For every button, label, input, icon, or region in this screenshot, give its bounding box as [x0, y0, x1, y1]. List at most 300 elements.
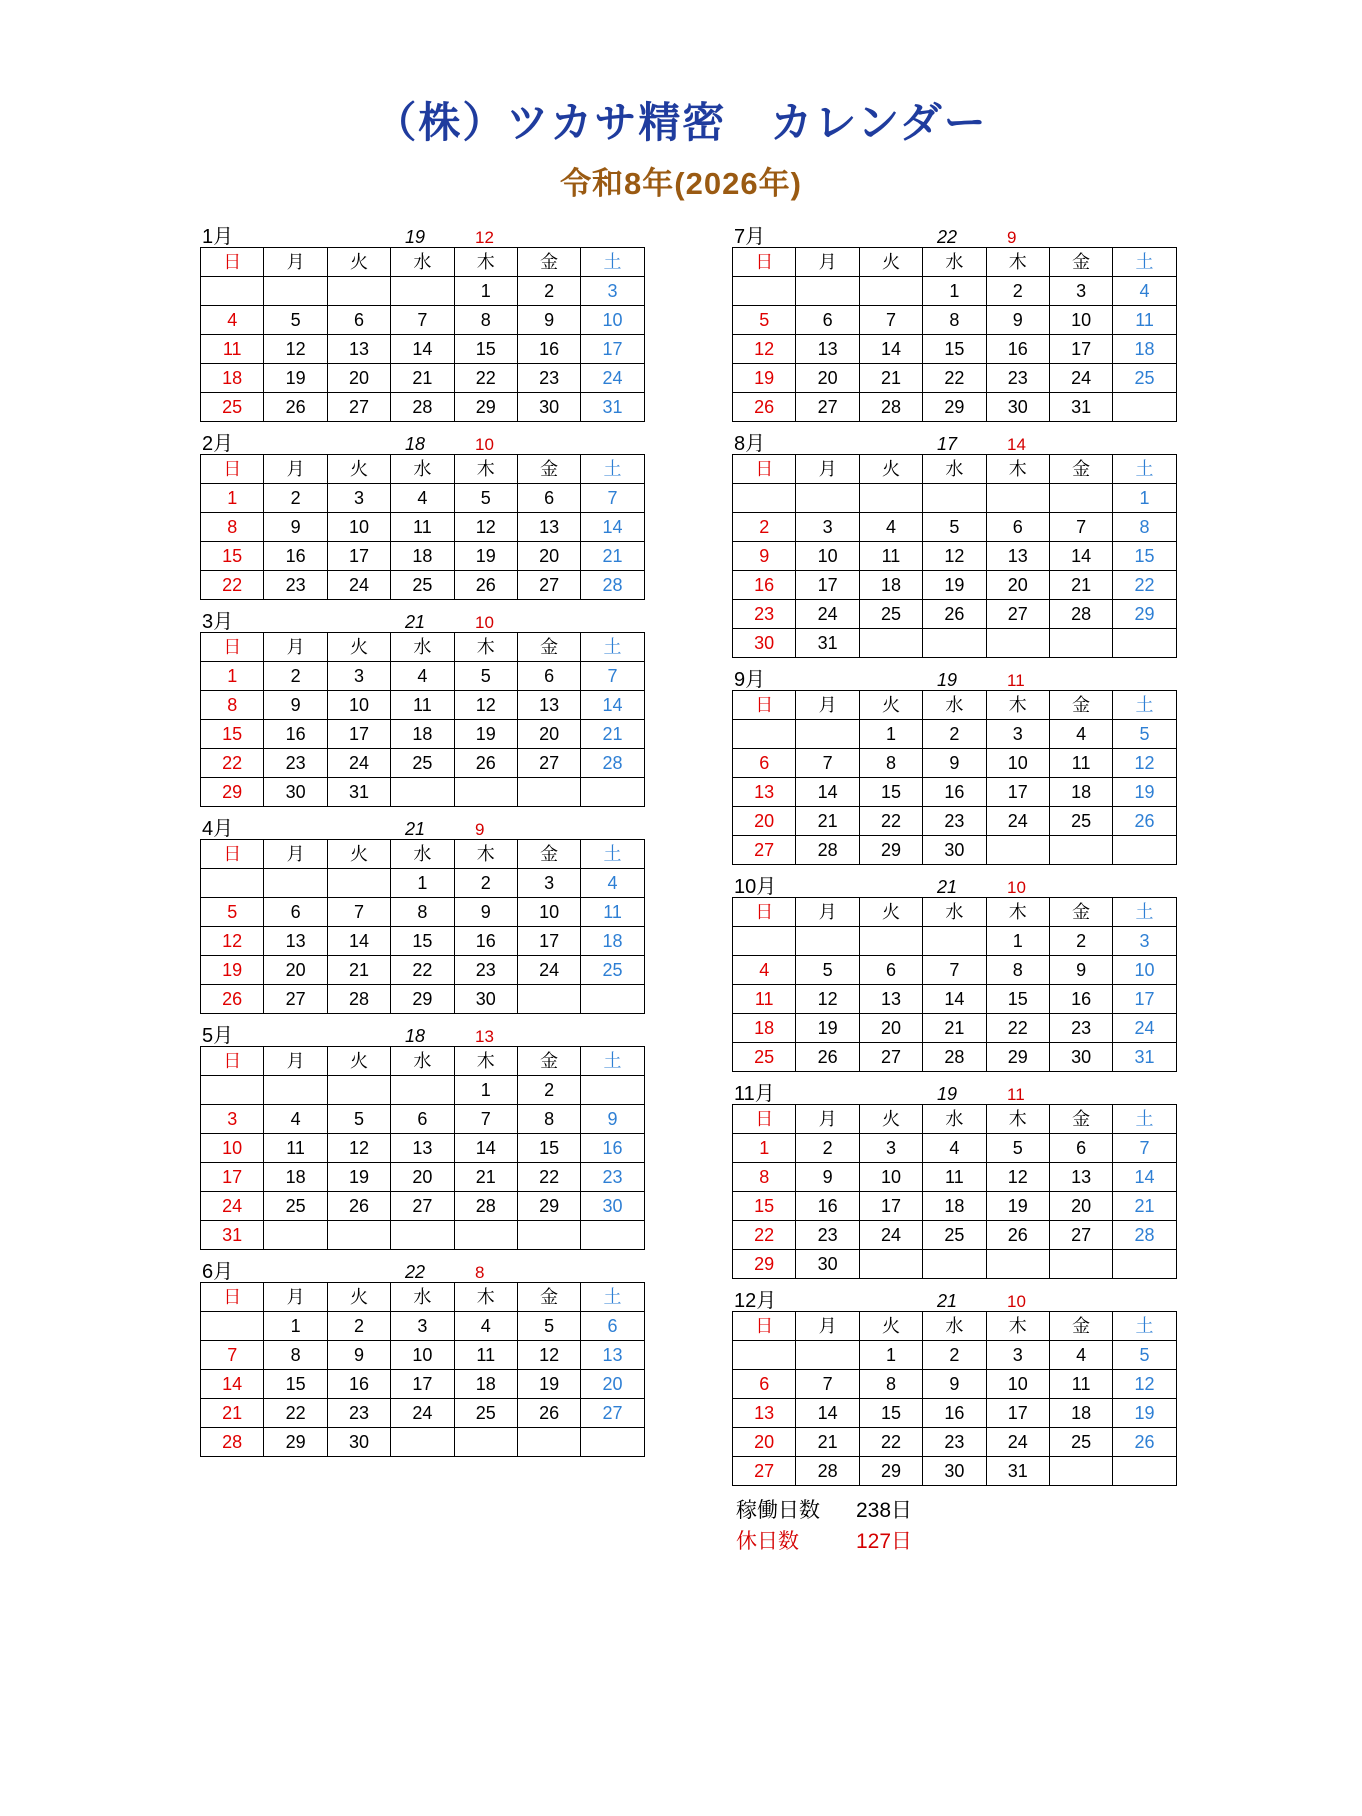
holiday-day-cell[interactable]: 3	[201, 1105, 264, 1134]
day-cell[interactable]: 1	[264, 1312, 327, 1341]
day-cell[interactable]: 27	[1049, 1221, 1112, 1250]
holiday-day-cell[interactable]: 26	[201, 985, 264, 1014]
holiday-day-cell[interactable]: 5	[201, 898, 264, 927]
holiday-day-cell[interactable]: 30	[923, 1457, 986, 1486]
day-cell[interactable]: 14	[796, 1399, 859, 1428]
day-cell[interactable]: 15	[517, 1134, 580, 1163]
day-cell[interactable]: 1	[923, 277, 986, 306]
holiday-day-cell[interactable]: 14	[201, 1370, 264, 1399]
day-cell[interactable]: 29	[859, 836, 922, 865]
day-cell[interactable]: 2	[923, 720, 986, 749]
day-cell[interactable]: 10	[796, 542, 859, 571]
day-cell[interactable]: 25	[859, 600, 922, 629]
holiday-day-cell[interactable]: 19	[733, 364, 796, 393]
day-cell[interactable]: 18	[454, 1370, 517, 1399]
day-cell[interactable]: 19	[327, 1163, 390, 1192]
day-cell[interactable]: 4	[1049, 720, 1112, 749]
holiday-day-cell[interactable]: 7	[201, 1341, 264, 1370]
day-cell[interactable]: 28	[796, 836, 859, 865]
day-cell[interactable]: 3	[391, 1312, 454, 1341]
holiday-day-cell[interactable]: 18	[1113, 335, 1176, 364]
day-cell[interactable]: 30	[264, 778, 327, 807]
holiday-day-cell[interactable]: 21	[201, 1399, 264, 1428]
day-cell[interactable]: 24	[391, 1399, 454, 1428]
day-cell[interactable]: 9	[327, 1341, 390, 1370]
day-cell[interactable]: 27	[859, 1043, 922, 1072]
holiday-day-cell[interactable]: 24	[1113, 1014, 1176, 1043]
day-cell[interactable]: 22	[391, 956, 454, 985]
day-cell[interactable]: 18	[391, 542, 454, 571]
holiday-day-cell[interactable]: 13	[733, 1399, 796, 1428]
day-cell[interactable]: 7	[391, 306, 454, 335]
day-cell[interactable]: 18	[923, 1192, 986, 1221]
holiday-day-cell[interactable]: 8	[1113, 513, 1176, 542]
holiday-day-cell[interactable]: 3	[859, 1134, 922, 1163]
holiday-day-cell[interactable]: 31	[201, 1221, 264, 1250]
day-cell[interactable]: 12	[517, 1341, 580, 1370]
day-cell[interactable]: 13	[264, 927, 327, 956]
holiday-day-cell[interactable]: 22	[859, 807, 922, 836]
day-cell[interactable]: 30	[986, 393, 1049, 422]
holiday-day-cell[interactable]: 3	[581, 277, 644, 306]
day-cell[interactable]: 16	[264, 720, 327, 749]
holiday-day-cell[interactable]: 24	[201, 1192, 264, 1221]
holiday-day-cell[interactable]: 12	[264, 335, 327, 364]
day-cell[interactable]: 17	[327, 542, 390, 571]
day-cell[interactable]: 15	[454, 335, 517, 364]
day-cell[interactable]: 28	[923, 1043, 986, 1072]
day-cell[interactable]: 1	[859, 1341, 922, 1370]
holiday-day-cell[interactable]: 8	[201, 513, 264, 542]
day-cell[interactable]: 11	[1049, 1370, 1112, 1399]
day-cell[interactable]: 21	[859, 364, 922, 393]
day-cell[interactable]: 4	[391, 662, 454, 691]
holiday-day-cell[interactable]: 7	[1113, 1134, 1176, 1163]
holiday-day-cell[interactable]: 18	[733, 1014, 796, 1043]
day-cell[interactable]: 6	[1049, 1134, 1112, 1163]
day-cell[interactable]: 7	[327, 898, 390, 927]
day-cell[interactable]: 9	[454, 898, 517, 927]
day-cell[interactable]: 25	[264, 1192, 327, 1221]
holiday-day-cell[interactable]: 20	[733, 807, 796, 836]
day-cell[interactable]: 13	[1049, 1163, 1112, 1192]
holiday-day-cell[interactable]: 6	[733, 1370, 796, 1399]
day-cell[interactable]: 27	[986, 600, 1049, 629]
holiday-day-cell[interactable]: 11	[859, 542, 922, 571]
holiday-day-cell[interactable]: 11	[1113, 306, 1176, 335]
day-cell[interactable]: 17	[986, 778, 1049, 807]
day-cell[interactable]: 9	[1049, 956, 1112, 985]
holiday-day-cell[interactable]: 15	[733, 1192, 796, 1221]
day-cell[interactable]: 2	[986, 277, 1049, 306]
holiday-day-cell[interactable]: 8	[733, 1163, 796, 1192]
day-cell[interactable]: 24	[986, 1428, 1049, 1457]
day-cell[interactable]: 14	[391, 335, 454, 364]
day-cell[interactable]: 24	[986, 807, 1049, 836]
day-cell[interactable]: 13	[859, 985, 922, 1014]
holiday-day-cell[interactable]: 11	[201, 335, 264, 364]
holiday-day-cell[interactable]: 10	[581, 306, 644, 335]
holiday-day-cell[interactable]: 28	[581, 571, 644, 600]
day-cell[interactable]: 4	[923, 1134, 986, 1163]
day-cell[interactable]: 17	[859, 1192, 922, 1221]
day-cell[interactable]: 5	[796, 956, 859, 985]
day-cell[interactable]: 25	[391, 749, 454, 778]
day-cell[interactable]: 26	[517, 1399, 580, 1428]
holiday-day-cell[interactable]: 4	[733, 956, 796, 985]
day-cell[interactable]: 19	[986, 1192, 1049, 1221]
day-cell[interactable]: 27	[517, 571, 580, 600]
day-cell[interactable]: 10	[1049, 306, 1112, 335]
day-cell[interactable]: 21	[391, 364, 454, 393]
holiday-day-cell[interactable]: 17	[581, 335, 644, 364]
day-cell[interactable]: 28	[796, 1457, 859, 1486]
day-cell[interactable]: 17	[1049, 335, 1112, 364]
day-cell[interactable]: 9	[517, 306, 580, 335]
day-cell[interactable]: 3	[327, 484, 390, 513]
holiday-day-cell[interactable]: 18	[581, 927, 644, 956]
holiday-day-cell[interactable]: 29	[391, 985, 454, 1014]
day-cell[interactable]: 17	[327, 720, 390, 749]
holiday-day-cell[interactable]: 12	[1113, 749, 1176, 778]
day-cell[interactable]: 28	[1049, 600, 1112, 629]
holiday-day-cell[interactable]: 10	[201, 1134, 264, 1163]
day-cell[interactable]: 18	[1049, 778, 1112, 807]
holiday-day-cell[interactable]: 26	[1113, 807, 1176, 836]
holiday-day-cell[interactable]: 2	[733, 513, 796, 542]
holiday-day-cell[interactable]: 22	[201, 749, 264, 778]
day-cell[interactable]: 13	[391, 1134, 454, 1163]
day-cell[interactable]: 27	[517, 749, 580, 778]
holiday-day-cell[interactable]: 3	[1113, 927, 1176, 956]
day-cell[interactable]: 24	[1049, 364, 1112, 393]
holiday-day-cell[interactable]: 20	[517, 720, 580, 749]
holiday-day-cell[interactable]: 7	[581, 484, 644, 513]
holiday-day-cell[interactable]: 23	[796, 1221, 859, 1250]
day-cell[interactable]: 27	[796, 393, 859, 422]
day-cell[interactable]: 19	[454, 720, 517, 749]
holiday-day-cell[interactable]: 14	[1113, 1163, 1176, 1192]
day-cell[interactable]: 18	[859, 571, 922, 600]
day-cell[interactable]: 7	[796, 749, 859, 778]
holiday-day-cell[interactable]: 2	[517, 1076, 580, 1105]
holiday-day-cell[interactable]: 20	[733, 1428, 796, 1457]
day-cell[interactable]: 21	[327, 956, 390, 985]
day-cell[interactable]: 21	[1049, 571, 1112, 600]
day-cell[interactable]: 13	[517, 513, 580, 542]
day-cell[interactable]: 14	[327, 927, 390, 956]
day-cell[interactable]: 23	[923, 1428, 986, 1457]
day-cell[interactable]: 17	[796, 571, 859, 600]
holiday-day-cell[interactable]: 28	[1113, 1221, 1176, 1250]
holiday-day-cell[interactable]: 19	[1113, 1399, 1176, 1428]
holiday-day-cell[interactable]: 20	[581, 1370, 644, 1399]
holiday-day-cell[interactable]: 17	[201, 1163, 264, 1192]
day-cell[interactable]: 2	[454, 869, 517, 898]
holiday-day-cell[interactable]: 30	[733, 629, 796, 658]
holiday-day-cell[interactable]: 27	[733, 836, 796, 865]
day-cell[interactable]: 8	[264, 1341, 327, 1370]
day-cell[interactable]: 22	[923, 364, 986, 393]
day-cell[interactable]: 3	[796, 513, 859, 542]
holiday-day-cell[interactable]: 18	[201, 364, 264, 393]
day-cell[interactable]: 30	[517, 393, 580, 422]
day-cell[interactable]: 29	[859, 1457, 922, 1486]
holiday-day-cell[interactable]: 6	[391, 1105, 454, 1134]
day-cell[interactable]: 5	[986, 1134, 1049, 1163]
day-cell[interactable]: 9	[923, 749, 986, 778]
day-cell[interactable]: 21	[923, 1014, 986, 1043]
day-cell[interactable]: 6	[517, 662, 580, 691]
holiday-day-cell[interactable]: 6	[733, 749, 796, 778]
holiday-day-cell[interactable]: 31	[581, 393, 644, 422]
holiday-day-cell[interactable]: 8	[201, 691, 264, 720]
holiday-day-cell[interactable]: 25	[1113, 364, 1176, 393]
holiday-day-cell[interactable]: 5	[1113, 1341, 1176, 1370]
day-cell[interactable]: 4	[1049, 1341, 1112, 1370]
day-cell[interactable]: 15	[391, 927, 454, 956]
holiday-day-cell[interactable]: 25	[581, 956, 644, 985]
day-cell[interactable]: 16	[796, 1192, 859, 1221]
day-cell[interactable]: 26	[796, 1043, 859, 1072]
day-cell[interactable]: 9	[264, 691, 327, 720]
day-cell[interactable]: 16	[327, 1370, 390, 1399]
holiday-day-cell[interactable]: 1	[733, 1134, 796, 1163]
day-cell[interactable]: 24	[327, 749, 390, 778]
day-cell[interactable]: 7	[454, 1105, 517, 1134]
day-cell[interactable]: 1	[986, 927, 1049, 956]
day-cell[interactable]: 14	[923, 985, 986, 1014]
holiday-day-cell[interactable]: 29	[733, 1250, 796, 1279]
day-cell[interactable]: 17	[517, 927, 580, 956]
day-cell[interactable]: 20	[327, 364, 390, 393]
holiday-day-cell[interactable]: 16	[581, 1134, 644, 1163]
day-cell[interactable]: 10	[327, 691, 390, 720]
day-cell[interactable]: 31	[327, 778, 390, 807]
day-cell[interactable]: 22	[454, 364, 517, 393]
day-cell[interactable]: 15	[859, 778, 922, 807]
holiday-day-cell[interactable]: 20	[796, 364, 859, 393]
day-cell[interactable]: 26	[454, 749, 517, 778]
holiday-day-cell[interactable]: 5	[327, 1105, 390, 1134]
day-cell[interactable]: 23	[1049, 1014, 1112, 1043]
day-cell[interactable]: 24	[517, 956, 580, 985]
day-cell[interactable]: 16	[264, 542, 327, 571]
day-cell[interactable]: 11	[391, 691, 454, 720]
holiday-day-cell[interactable]: 12	[923, 542, 986, 571]
day-cell[interactable]: 22	[264, 1399, 327, 1428]
day-cell[interactable]: 2	[796, 1134, 859, 1163]
day-cell[interactable]: 25	[391, 571, 454, 600]
day-cell[interactable]: 26	[986, 1221, 1049, 1250]
day-cell[interactable]: 25	[454, 1399, 517, 1428]
day-cell[interactable]: 5	[923, 513, 986, 542]
day-cell[interactable]: 4	[454, 1312, 517, 1341]
day-cell[interactable]: 3	[1049, 277, 1112, 306]
holiday-day-cell[interactable]: 25	[733, 1043, 796, 1072]
day-cell[interactable]: 3	[986, 720, 1049, 749]
day-cell[interactable]: 8	[391, 898, 454, 927]
holiday-day-cell[interactable]: 17	[1113, 985, 1176, 1014]
day-cell[interactable]: 12	[454, 691, 517, 720]
day-cell[interactable]: 17	[391, 1370, 454, 1399]
day-cell[interactable]: 25	[1049, 1428, 1112, 1457]
day-cell[interactable]: 20	[859, 1014, 922, 1043]
day-cell[interactable]: 9	[796, 1163, 859, 1192]
holiday-day-cell[interactable]: 9	[581, 1105, 644, 1134]
day-cell[interactable]: 19	[517, 1370, 580, 1399]
day-cell[interactable]: 6	[264, 898, 327, 927]
day-cell[interactable]: 27	[391, 1192, 454, 1221]
holiday-day-cell[interactable]: 19	[1113, 778, 1176, 807]
day-cell[interactable]: 25	[1049, 807, 1112, 836]
day-cell[interactable]: 11	[264, 1134, 327, 1163]
day-cell[interactable]: 23	[986, 364, 1049, 393]
day-cell[interactable]: 19	[264, 364, 327, 393]
holiday-day-cell[interactable]: 27	[581, 1399, 644, 1428]
day-cell[interactable]: 30	[454, 985, 517, 1014]
day-cell[interactable]: 20	[986, 571, 1049, 600]
holiday-day-cell[interactable]: 10	[1113, 956, 1176, 985]
day-cell[interactable]: 6	[327, 306, 390, 335]
day-cell[interactable]: 10	[986, 1370, 1049, 1399]
day-cell[interactable]: 26	[923, 600, 986, 629]
day-cell[interactable]: 9	[264, 513, 327, 542]
holiday-day-cell[interactable]: 5	[733, 306, 796, 335]
day-cell[interactable]: 18	[1049, 1399, 1112, 1428]
day-cell[interactable]: 8	[986, 956, 1049, 985]
holiday-day-cell[interactable]: 26	[733, 393, 796, 422]
day-cell[interactable]: 8	[859, 749, 922, 778]
holiday-day-cell[interactable]: 13	[986, 542, 1049, 571]
holiday-day-cell[interactable]: 26	[1113, 1428, 1176, 1457]
day-cell[interactable]: 30	[923, 836, 986, 865]
day-cell[interactable]: 23	[264, 749, 327, 778]
holiday-day-cell[interactable]: 12	[733, 335, 796, 364]
day-cell[interactable]: 4	[391, 484, 454, 513]
day-cell[interactable]: 5	[264, 306, 327, 335]
holiday-day-cell[interactable]: 9	[733, 542, 796, 571]
holiday-day-cell[interactable]: 14	[581, 513, 644, 542]
day-cell[interactable]: 11	[1049, 749, 1112, 778]
day-cell[interactable]: 3	[327, 662, 390, 691]
day-cell[interactable]: 19	[796, 1014, 859, 1043]
holiday-day-cell[interactable]: 12	[201, 927, 264, 956]
day-cell[interactable]: 16	[517, 335, 580, 364]
day-cell[interactable]: 11	[454, 1341, 517, 1370]
holiday-day-cell[interactable]: 11	[733, 985, 796, 1014]
day-cell[interactable]: 22	[517, 1163, 580, 1192]
holiday-day-cell[interactable]: 25	[201, 393, 264, 422]
day-cell[interactable]: 8	[517, 1105, 580, 1134]
holiday-day-cell[interactable]: 4	[201, 306, 264, 335]
holiday-day-cell[interactable]: 4	[1113, 277, 1176, 306]
holiday-day-cell[interactable]: 29	[201, 778, 264, 807]
holiday-day-cell[interactable]: 21	[581, 542, 644, 571]
day-cell[interactable]: 2	[1049, 927, 1112, 956]
day-cell[interactable]: 26	[327, 1192, 390, 1221]
holiday-day-cell[interactable]: 21	[796, 807, 859, 836]
day-cell[interactable]: 13	[327, 335, 390, 364]
holiday-day-cell[interactable]: 4	[264, 1105, 327, 1134]
holiday-day-cell[interactable]: 23	[923, 807, 986, 836]
holiday-day-cell[interactable]: 15	[201, 720, 264, 749]
day-cell[interactable]: 30	[327, 1428, 390, 1457]
day-cell[interactable]: 20	[264, 956, 327, 985]
day-cell[interactable]: 5	[517, 1312, 580, 1341]
day-cell[interactable]: 8	[923, 306, 986, 335]
day-cell[interactable]: 3	[517, 869, 580, 898]
holiday-day-cell[interactable]: 14	[581, 691, 644, 720]
holiday-day-cell[interactable]: 24	[581, 364, 644, 393]
day-cell[interactable]: 10	[327, 513, 390, 542]
day-cell[interactable]: 7	[923, 956, 986, 985]
day-cell[interactable]: 22	[859, 1428, 922, 1457]
day-cell[interactable]: 15	[923, 335, 986, 364]
day-cell[interactable]: 27	[264, 985, 327, 1014]
day-cell[interactable]: 29	[923, 393, 986, 422]
holiday-day-cell[interactable]: 13	[581, 1341, 644, 1370]
day-cell[interactable]: 1	[454, 1076, 517, 1105]
day-cell[interactable]: 6	[986, 513, 1049, 542]
day-cell[interactable]: 31	[1049, 393, 1112, 422]
day-cell[interactable]: 10	[391, 1341, 454, 1370]
day-cell[interactable]: 9	[923, 1370, 986, 1399]
holiday-day-cell[interactable]: 28	[581, 749, 644, 778]
day-cell[interactable]: 10	[859, 1163, 922, 1192]
day-cell[interactable]: 24	[796, 600, 859, 629]
day-cell[interactable]: 29	[986, 1043, 1049, 1072]
day-cell[interactable]: 16	[986, 335, 1049, 364]
day-cell[interactable]: 14	[454, 1134, 517, 1163]
day-cell[interactable]: 20	[391, 1163, 454, 1192]
day-cell[interactable]: 21	[454, 1163, 517, 1192]
holiday-day-cell[interactable]: 27	[733, 1457, 796, 1486]
day-cell[interactable]: 8	[859, 1370, 922, 1399]
holiday-day-cell[interactable]: 29	[1113, 600, 1176, 629]
holiday-day-cell[interactable]: 31	[1113, 1043, 1176, 1072]
holiday-day-cell[interactable]: 28	[201, 1428, 264, 1457]
holiday-day-cell[interactable]: 15	[201, 542, 264, 571]
day-cell[interactable]: 6	[796, 306, 859, 335]
holiday-day-cell[interactable]: 1	[1113, 484, 1176, 513]
day-cell[interactable]: 28	[859, 393, 922, 422]
day-cell[interactable]: 12	[327, 1134, 390, 1163]
day-cell[interactable]: 1	[859, 720, 922, 749]
day-cell[interactable]: 17	[986, 1399, 1049, 1428]
holiday-day-cell[interactable]: 2	[517, 277, 580, 306]
holiday-day-cell[interactable]: 23	[264, 571, 327, 600]
holiday-day-cell[interactable]: 1	[454, 277, 517, 306]
day-cell[interactable]: 30	[1049, 1043, 1112, 1072]
day-cell[interactable]: 23	[517, 364, 580, 393]
holiday-day-cell[interactable]: 22	[733, 1221, 796, 1250]
day-cell[interactable]: 19	[454, 542, 517, 571]
day-cell[interactable]: 28	[391, 393, 454, 422]
day-cell[interactable]: 8	[454, 306, 517, 335]
day-cell[interactable]: 5	[454, 484, 517, 513]
holiday-day-cell[interactable]: 23	[733, 600, 796, 629]
day-cell[interactable]: 24	[327, 571, 390, 600]
day-cell[interactable]: 14	[796, 778, 859, 807]
day-cell[interactable]: 16	[1049, 985, 1112, 1014]
holiday-day-cell[interactable]: 14	[1049, 542, 1112, 571]
day-cell[interactable]: 27	[327, 393, 390, 422]
day-cell[interactable]: 7	[859, 306, 922, 335]
day-cell[interactable]: 5	[454, 662, 517, 691]
day-cell[interactable]: 2	[264, 484, 327, 513]
holiday-day-cell[interactable]: 23	[581, 1163, 644, 1192]
